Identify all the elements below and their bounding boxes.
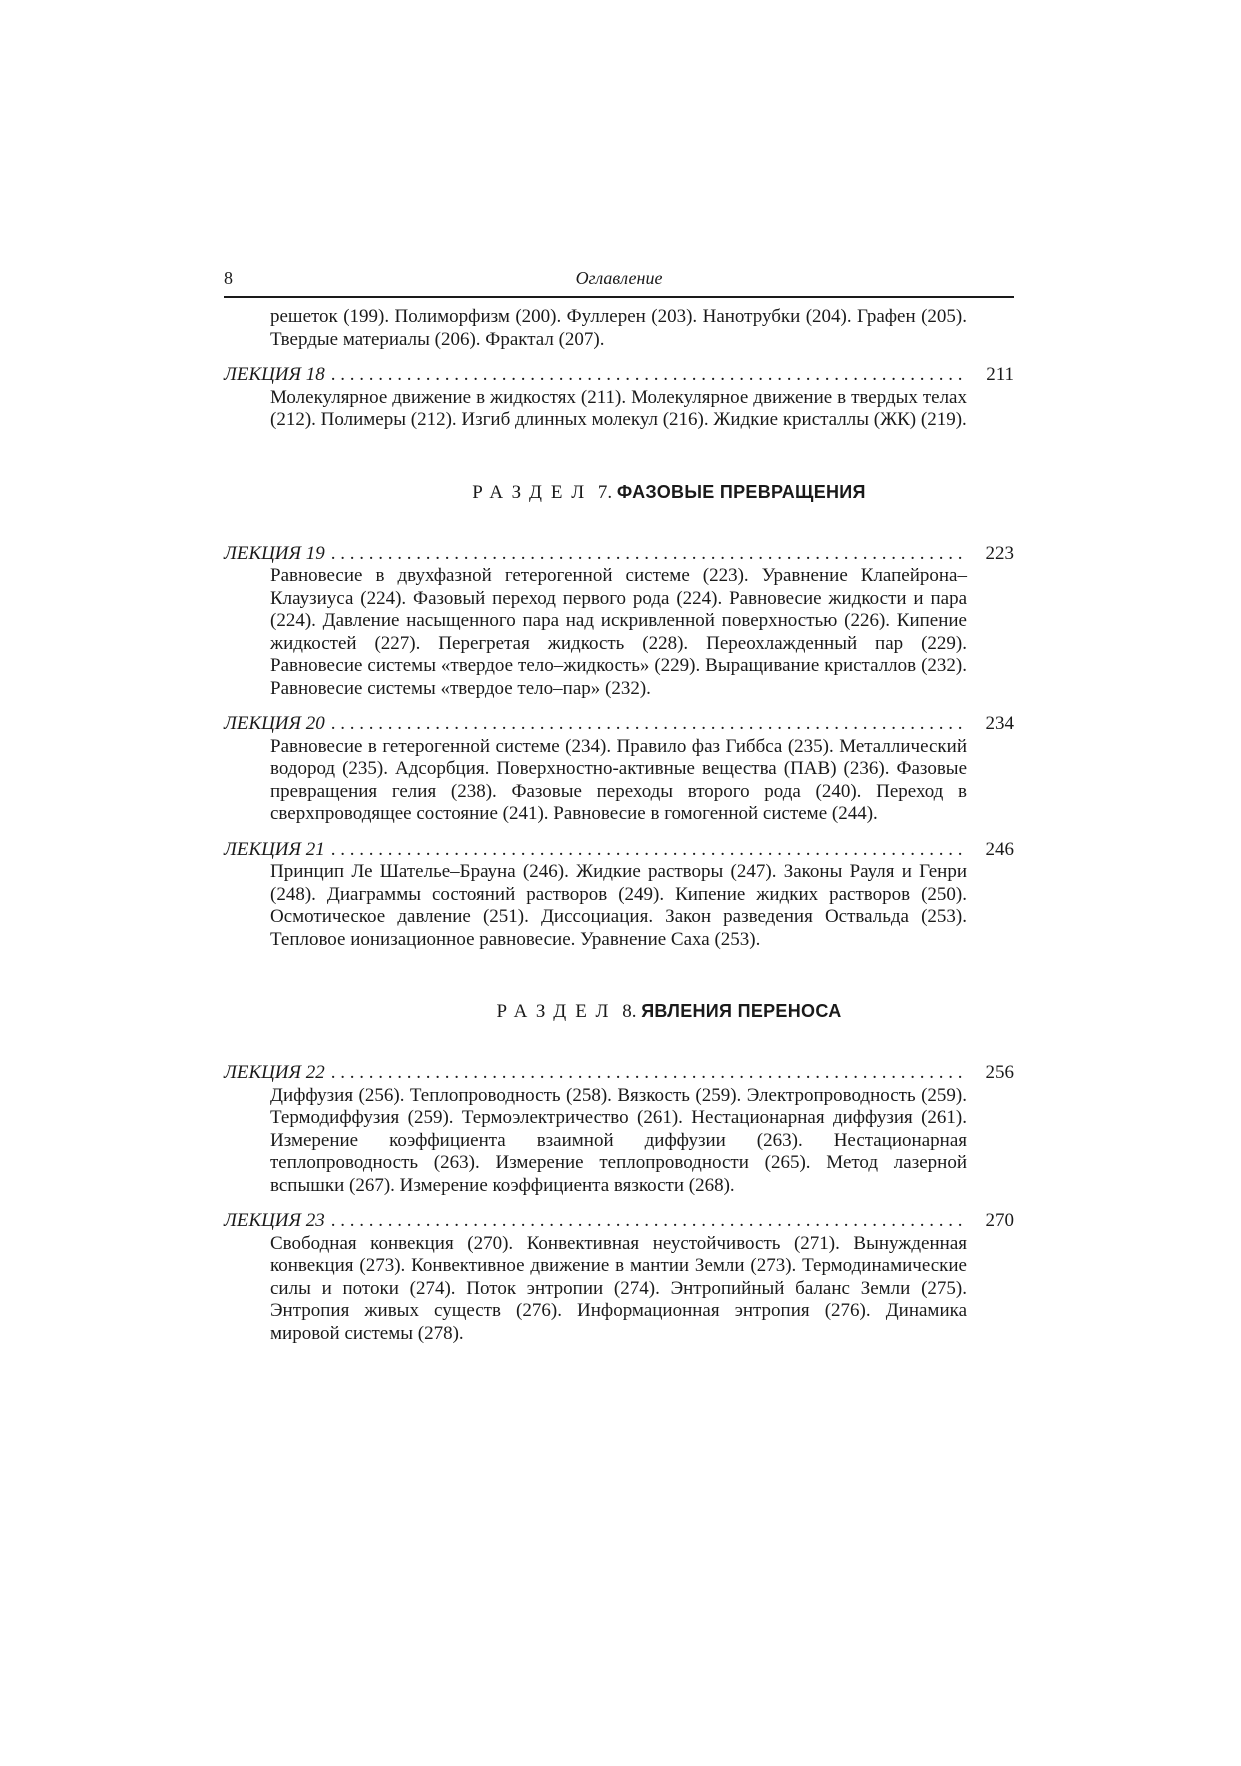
section-number: 7.	[597, 481, 613, 503]
toc-entry-header	[224, 713, 1014, 736]
lecture-title: ЛЕКЦИЯ 18	[224, 364, 325, 385]
lecture-page-number: 246	[985, 838, 1014, 860]
lecture-title: ЛЕКЦИЯ 22	[224, 1062, 325, 1083]
lecture-page-number: 223	[985, 542, 1014, 564]
lecture-title: ЛЕКЦИЯ 19	[224, 542, 325, 564]
lecture-title: ЛЕКЦИЯ 20	[224, 713, 325, 734]
dot-leader	[331, 1210, 968, 1233]
section-name: ЯВЛЕНИЯ ПЕРЕНОСА	[641, 1001, 842, 1021]
page-header	[224, 268, 1014, 298]
section-heading-7	[324, 480, 1014, 505]
toc-entry-lecture-20	[224, 713, 1014, 826]
lecture-topics: Молекулярное движение в жидкостях (211). Молекулярное движение в твердых телах (212). Полимеры (212). Изгиб длинных молекул (216). Жидкие кристаллы (ЖК) (219).	[270, 386, 967, 430]
toc-entry-lecture-19	[224, 543, 1014, 701]
section-word: РАЗДЕЛ	[496, 1001, 618, 1022]
dot-leader	[331, 1062, 968, 1085]
toc-entry-header	[224, 543, 1014, 566]
lecture-page-number: 211	[986, 364, 1014, 385]
toc-entry-header	[224, 364, 1014, 387]
toc-entry-lecture-18	[224, 364, 1014, 432]
toc-entry-lecture-22	[224, 1062, 1014, 1197]
section-word: РАЗДЕЛ	[472, 481, 594, 503]
lecture-title: ЛЕКЦИЯ 23	[224, 1210, 325, 1231]
dot-leader	[331, 839, 968, 862]
page-number: 8	[224, 268, 233, 288]
dot-leader	[331, 713, 968, 736]
section-name: ФАЗОВЫЕ ПРЕВРАЩЕНИЯ	[616, 481, 866, 502]
lecture-topics: Равновесие в двухфазной гетерогенной системе (223). Уравнение Клапейрона–Клаузиуса (224). Фазовый переход первого рода (224). Равновесие жидкости и пара (224). Давление насыщенного пара над искривленной поверхностью (226). Кипение жидкостей (227). Перегретая жидкость (228). Переохлажденный пар (229). Равновесие системы «твердое тело–жидкость» (229). Выращивание кристаллов (232). Равновесие системы «твердое тело–пар» (232).	[270, 565, 967, 699]
section-number: 8.	[622, 1001, 637, 1022]
dot-leader	[331, 364, 968, 387]
lecture-page-number: 256	[985, 1062, 1014, 1083]
running-title: Оглавление	[575, 268, 663, 288]
lecture-page-number: 270	[985, 1210, 1014, 1231]
section-heading-8	[324, 999, 1014, 1024]
lecture-topics: Свободная конвекция (270). Конвективная неустойчивость (271). Вынужденная конвекция (273). Конвективное движение в мантии Земли (273). Термодинамические силы и потоки (274). Поток энтропии (274). Энтропийный баланс Земли (275). Энтропия живых существ (276). Информационная энтропия (276). Динамика мировой системы (278).	[270, 1232, 967, 1344]
lecture-page-number: 234	[985, 713, 1014, 734]
toc-entry-lecture-23	[224, 1210, 1014, 1345]
dot-leader	[331, 543, 968, 566]
toc-entry-lecture-21	[224, 839, 1014, 952]
table-of-contents	[224, 306, 1014, 1345]
lecture-topics: Диффузия (256). Теплопроводность (258). Вязкость (259). Электропроводность (259). Термодиффузия (259). Термоэлектричество (261). Нестационарная диффузия (261). Измерение коэффициента взаимной диффузии (263). Нестационарная теплопроводность (263). Измерение теплопроводности (265). Метод лазерной вспышки (267). Измерение коэффициента вязкости (268).	[270, 1084, 967, 1196]
toc-entry-header	[224, 1062, 1014, 1085]
toc-entry-header	[224, 839, 1014, 862]
continuation-text: решеток (199). Полиморфизм (200). Фуллерен (203). Нанотрубки (204). Графен (205). Твердые материалы (206). Фрактал (207).	[270, 306, 967, 350]
lecture-title: ЛЕКЦИЯ 21	[224, 838, 325, 860]
lecture-topics: Равновесие в гетерогенной системе (234). Правило фаз Гиббса (235). Металлический водород (235). Адсорбция. Поверхностно-активные вещества (ПАВ) (236). Фазовые превращения гелия (238). Фазовые переходы второго рода (240). Переход в сверхпроводящее состояние (241). Равновесие в гомогенной системе (244).	[270, 735, 967, 824]
lecture-topics: Принцип Ле Шателье–Брауна (246). Жидкие растворы (247). Законы Рауля и Генри (248). Диаграммы состояний растворов (249). Кипение жидких растворов (250). Осмотическое давление (251). Диссоциация. Закон разведения Оствальда (253). Тепловое ионизационное равновесие. Уравнение Саха (253).	[270, 861, 967, 950]
toc-entry-header	[224, 1210, 1014, 1233]
